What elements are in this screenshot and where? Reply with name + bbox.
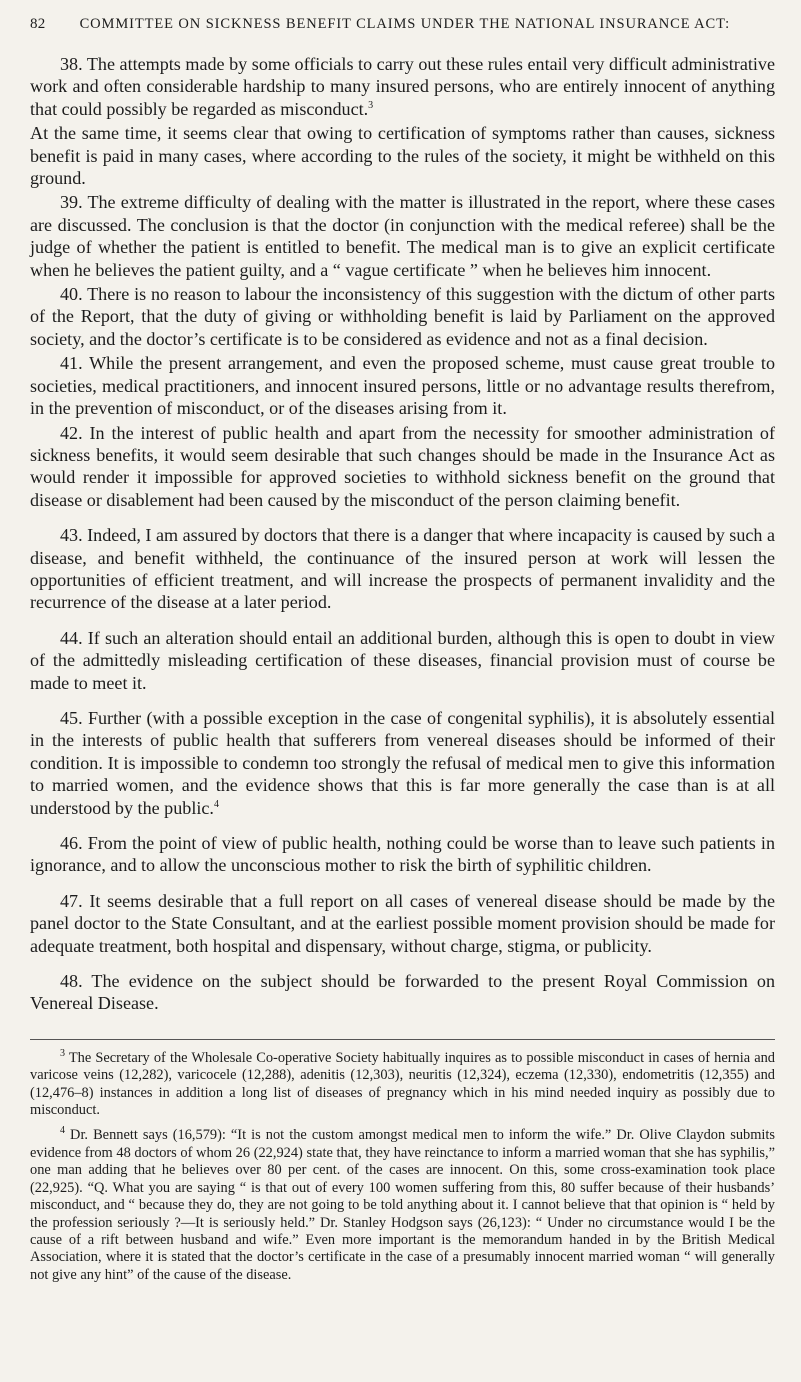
- footnote-text: Dr. Bennett says (16,579): “It is not the custom amongst medical men to inform the wife.” Dr. Olive Claydon submits evidence from 48 doctors of whom 26 (22,924) state that, they have reinctance to inform a married woman that she has syphilis,” one man adding that he believes over 80 per cent. of the cases are innocent. On this, some cross-examination took place (22,925). “Q. What you are saying “ is that out of every 100 women suffering from this, 80 suffer because of their husbands’ misconduct, and “ because they do, they are not going to be told anything about it. I cannot believe that that opinion is “ held by the profession seriously ?—It is seriously held.” Dr. Stanley Hodgson says (26,123): “ Under no circumstance would I be the cause of a rift between husband and wife.” Even more important is the memorandum handed in by the British Medical Association, where it is stated that the doctor’s certificate in the case of a presumably innocent married woman “ will generally not give any hint” of the cause of the disease.: [30, 1127, 775, 1283]
- paragraph-40: [30, 283, 775, 350]
- paragraph-48: [30, 970, 775, 1015]
- page-number: 82: [30, 16, 46, 32]
- paragraph-text: At the same time, it seems clear that owing to certification of symptoms rather than causes, sickness benefit is paid in many cases, where according to the rules of the society, it might be withheld on this ground.: [30, 123, 775, 189]
- paragraph-text: 44. If such an alteration should entail an additional burden, although this is open to doubt in view of the admittedly misleading certification of these diseases, financial provision must of course be made to meet it.: [30, 627, 775, 693]
- footnote-ref: 4: [213, 798, 219, 810]
- footnote-3: [30, 1050, 775, 1120]
- running-title: COMMITTEE ON SICKNESS BENEFIT CLAIMS UNDER THE NATIONAL INSURANCE ACT:: [79, 16, 731, 32]
- paragraph-text: 39. The extreme difficulty of dealing with the matter is illustrated in the report, where these cases are discussed. The conclusion is that the doctor (in conjunction with the medical referee) shall be the judge of whether the patient is entitled to benefit. The medical man is to give an explicit certificate when he believes the patient guilty, and a “ vague certificate ” when he believes him innocent.: [30, 192, 775, 280]
- paragraph-42: [30, 422, 775, 512]
- footnote-mark: 3: [60, 1048, 65, 1060]
- paragraph-text: 47. It seems desirable that a full report on all cases of venereal disease should be made by the panel doctor to the State Consultant, and at the earliest possible moment provision should be made for adequate treatment, both hospital and dispensary, without charge, stigma, or publicity.: [30, 890, 775, 956]
- paragraph-text: 48. The evidence on the subject should be forwarded to the present Royal Commission on Venereal Disease.: [30, 971, 775, 1014]
- footnote-mark: 4: [60, 1125, 65, 1137]
- paragraph-47: [30, 890, 775, 957]
- paragraph-46: [30, 832, 775, 877]
- paragraph-44: [30, 627, 775, 694]
- paragraph-text: 45. Further (with a possible exception in the case of congenital syphilis), it is absolutely essential in the interests of public health that sufferers from venereal diseases should be informed of their condition. It is impossible to condemn too strongly the refusal of medical men to give this information to married women, and the evidence shows that this is far more generally the case than is at all understood by the public.: [30, 707, 775, 818]
- paragraph-39: [30, 191, 775, 281]
- paragraph-38-continued: [30, 122, 775, 189]
- paragraph-43: [30, 524, 775, 614]
- footnotes: [30, 1050, 775, 1284]
- paragraph-text: 41. While the present arrangement, and even the proposed scheme, must cause great trouble to societies, medical practitioners, and innocent insured persons, little or no advantage results therefrom, in the prevention of misconduct, or of the diseases arising from it.: [30, 353, 775, 419]
- body-text: [30, 53, 775, 1015]
- paragraph-text: 42. In the interest of public health and apart from the necessity for smoother administration of sickness benefits, it would seem desirable that such changes should be made in the Insurance Act as would render it impossible for approved societies to withhold sickness benefit on the ground that disease or disablement had been caused by the misconduct of the person claiming benefit.: [30, 422, 775, 510]
- paragraph-text: 46. From the point of view of public health, nothing could be worse than to leave such patients in ignorance, and to allow the unconscious mother to risk the birth of syphilitic children.: [30, 833, 775, 876]
- footnote-text: The Secretary of the Wholesale Co-operative Society habitually inquires as to possible misconduct in cases of hernia and varicose veins (12,282), varicocele (12,288), adenitis (12,303), neuritis (12,324), eczema (12,330), endometritis (12,355) and (12,476–8) instances in addition a long list of diseases of pregnancy which in his mind needed inquiry as possibly due to misconduct.: [30, 1049, 775, 1119]
- paragraph-text: 43. Indeed, I am assured by doctors that there is a danger that where incapacity is caused by such a disease, and benefit withheld, the continuance of the insured person at work will lessen the opportunities of efficient treatment, and will increase the prospects of permanent invalidity and the recurrence of the disease at a later period.: [30, 525, 775, 613]
- paragraph-41: [30, 352, 775, 419]
- paragraph-text: 40. There is no reason to labour the inconsistency of this suggestion with the dictum of other parts of the Report, that the duty of giving or withholding benefit is laid by Parliament on the approved society, and the doctor’s certificate is to be considered as evidence and not as a final decision.: [30, 284, 775, 349]
- footnote-4: [30, 1127, 775, 1284]
- paragraph-38: [30, 53, 775, 120]
- paragraph-text: 38. The attempts made by some officials to carry out these rules entail very difficult administrative work and often considerable hardship to many insured persons, who are entirely innocent of anything that could possibly be regarded as misconduct.: [30, 54, 775, 119]
- running-header: [30, 16, 775, 33]
- footnote-ref: 3: [368, 99, 374, 111]
- footnote-divider: [30, 1039, 775, 1040]
- paragraph-45: [30, 707, 775, 819]
